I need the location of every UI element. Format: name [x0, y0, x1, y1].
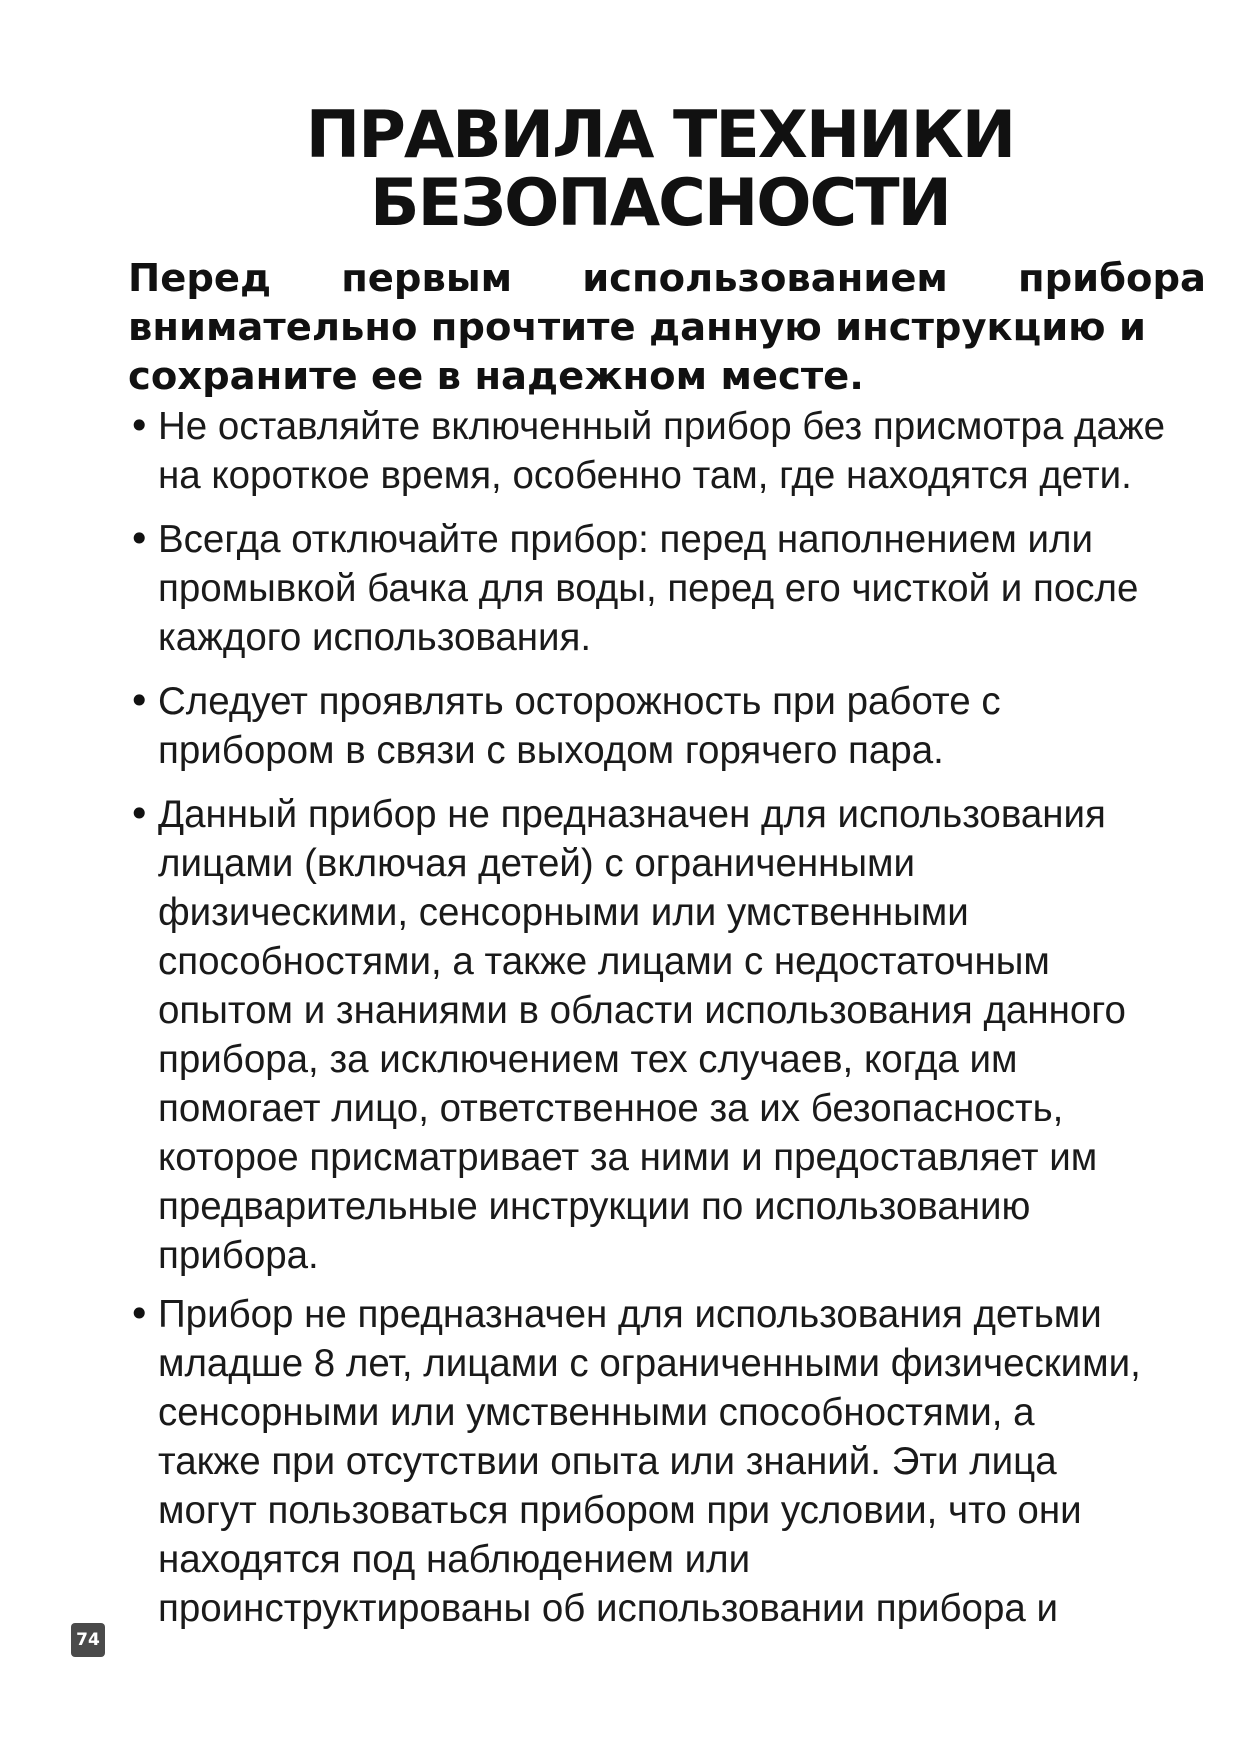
page-number-badge: 74: [71, 1623, 105, 1657]
text-line: на короткое время, особенно там, где находятся дети.: [158, 454, 1132, 497]
intro-word: первым: [341, 256, 513, 301]
text-line: младше 8 лет, лицами с ограниченными физическими,: [158, 1342, 1141, 1385]
bullet-icon: •: [128, 792, 151, 836]
text-line: физическими, сенсорными или умственными: [158, 891, 969, 934]
text-line: прибором в связи с выходом горячего пара.: [158, 729, 944, 772]
text-line: каждого использования.: [158, 616, 592, 659]
list-item-text: [158, 515, 1241, 662]
text-line: лицами (включая детей) с ограниченными: [158, 842, 916, 885]
text-line: Не оставляйте включенный прибор без присмотра даже: [158, 405, 1166, 448]
text-line: прибора.: [158, 1234, 319, 1277]
bullet-icon: •: [128, 404, 151, 448]
bullet-icon: •: [128, 1292, 151, 1336]
text-line: помогает лицо, ответственное за их безопасность,: [158, 1087, 1064, 1130]
text-line: Прибор не предназначен для использования детьми: [158, 1293, 1102, 1336]
text-line: могут пользоваться прибором при условии, что они: [158, 1489, 1082, 1532]
text-line: опытом и знаниями в области использования данного: [158, 989, 1126, 1032]
intro-line-3: сохраните ее в надежном месте.: [128, 354, 864, 399]
text-line: промывкой бачка для воды, перед его чисткой и после: [158, 567, 1139, 610]
page-title-line-2: БЕЗОПАСНОСТИ: [370, 166, 950, 241]
page-title: [130, 98, 1190, 241]
page-title-line-1: ПРАВИЛА ТЕХНИКИ: [305, 98, 1015, 173]
list-item-text: [158, 1290, 1241, 1633]
bullet-icon: •: [128, 679, 151, 723]
bullet-icon: •: [128, 517, 151, 561]
text-line: Всегда отключайте прибор: перед наполнением или: [158, 518, 1093, 561]
text-line: Следует проявлять осторожность при работе с: [158, 680, 1001, 723]
list-item-text: [158, 677, 1241, 775]
intro-line-1: [128, 254, 1206, 303]
text-line: проинструктированы об использовании прибора и: [158, 1587, 1058, 1630]
intro-word: прибора: [1017, 256, 1206, 301]
text-line: предварительные инструкции по использованию: [158, 1185, 1031, 1228]
text-line: способностями, а также лицами с недостаточным: [158, 940, 1050, 983]
intro-word: Перед: [128, 256, 272, 301]
list-item-text: [158, 402, 1241, 500]
intro-line-2: внимательно прочтите данную инструкцию и: [128, 305, 1146, 350]
list-item-text: [158, 790, 1241, 1280]
text-line: прибора, за исключением тех случаев, когда им: [158, 1038, 1018, 1081]
text-line: Данный прибор не предназначен для использования: [158, 793, 1106, 836]
text-line: сенсорными или умственными способностями, а: [158, 1391, 1035, 1434]
text-line: находятся под наблюдением или: [158, 1538, 751, 1581]
text-line: которое присматривает за ними и предоставляет им: [158, 1136, 1098, 1179]
text-line: также при отсутствии опыта или знаний. Эти лица: [158, 1440, 1057, 1483]
intro-warning: [128, 254, 1206, 401]
intro-word: использованием: [582, 256, 948, 301]
